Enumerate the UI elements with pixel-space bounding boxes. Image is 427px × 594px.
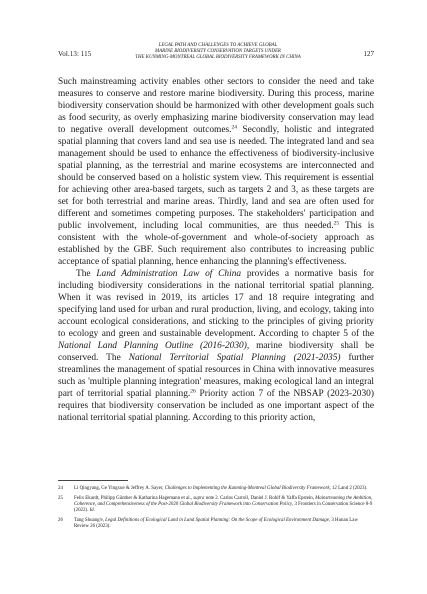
paragraph-text: Such mainstreaming activity enables other sectors to consider the need and take measures to conserve and restore marine biodiversity. During this process, marine biodiversity conservation should be harmonized with other development goals such as food security, as overly emphasizing marine biodiversity conservation may lead to negative overall development outcomes.	[58, 77, 374, 135]
running-header-title-line: LEGAL PATH AND CHALLENGES TO ACHIEVE GLOBAL	[158, 43, 278, 48]
footnote-ref: 24	[231, 124, 238, 131]
footnote-segment: Tang Shuang'e,	[74, 518, 106, 523]
footnote-segment: note 2. Carlos Carroll, Daniel J. Rohlf & Yaffa Epstein,	[204, 495, 316, 501]
paragraph-text: further streamlines the management of spatial resources in China with innovative measures such as 'multiple planning integration' measures, making ecological land an integral part of territorial spatial planning.	[58, 353, 374, 399]
law-title: Land Administration Law of China	[96, 269, 242, 279]
footnote-segment: , 3 Frontiers in Conservation Science 8-9 (2022).	[74, 502, 373, 514]
footnote-title: Legal Definitions of Ecological Land in Land Spatial Planning: On the Scope of Ecological Environment Damage	[105, 518, 329, 523]
body-text	[58, 76, 374, 424]
plan-title: National Land Planning Outline (2016-2030)	[58, 341, 247, 351]
footnote	[58, 486, 374, 492]
footnote-number: 24	[58, 486, 63, 491]
footnote-segment: Li Qingyang, Ge Yingxue & Jeffrey A. Sayer,	[74, 486, 165, 491]
footnote-segment: Felix Ekardt, Philipp Günther & Katharina Hagemann et al.,	[74, 495, 194, 501]
footnote-number: 26	[58, 518, 63, 523]
footnote-segment: .	[93, 508, 95, 514]
plan-title: National Territorial Spatial Planning (2021-2035)	[128, 353, 341, 363]
paragraph-text: Secondly, holistic and integrated spatial planning that covers land and sea use is needed. The integrated land and sea management should be used to enhance the effectiveness of biodiversity-inclusive spatial planning, as the terrestrial and marine ecosystems are interconnected and should be conserved based on a holistic system view. This requirement is essential for achieving other area-based targets, such as targets 2 and 3, as these targets are set for both terrestrial and marine areas. Thirdly, land and sea are often used for different and sometimes competing purposes. The stakeholders' participation and public involvement, including local communities, are thus needed.	[58, 125, 374, 231]
paragraph	[58, 76, 374, 268]
running-header-title-line: THE KUNMING-MONTREAL GLOBAL BIODIVERSITY FRAMEWORK IN CHINA	[135, 55, 301, 61]
footnote-title: Challenges to Implementing the Kunming-Montreal Global Biodiversity Framework	[164, 486, 330, 491]
paragraph-text: The	[76, 269, 97, 279]
footnote-ref: 25	[333, 220, 340, 227]
footnote-text	[74, 518, 374, 530]
footnote-italic: Id	[89, 508, 94, 514]
running-header-title	[118, 43, 318, 62]
footnote	[58, 518, 374, 530]
footnote-title: Mainstreaming the Ambition, Coherence, and Comprehensiveness of the Post-2020 Global Biodiversity Framework into Conservation Policy	[74, 495, 373, 507]
footnote-text	[74, 486, 374, 492]
footnote-segment: , 12 Land 2 (2023).	[329, 486, 368, 491]
running-header-title-line: MARINE BIODIVERSITY CONSERVATION TARGETS UNDER	[155, 49, 281, 55]
running-header-volume: Vol.13: 115	[58, 50, 92, 58]
footnote-segment: , 3 Hunan Law Review 26 (2023).	[74, 518, 358, 530]
footnote-text	[74, 496, 374, 515]
footnotes	[58, 486, 374, 534]
footnote-ref: 26	[190, 388, 196, 395]
footnote-italic: supra	[193, 495, 205, 501]
footnote-separator	[58, 480, 128, 481]
paragraph-text: , marine biodiversity shall be conserved. The	[58, 341, 374, 363]
page-number: 127	[363, 50, 374, 58]
paragraph-text: Priority action 7 of the NBSAP (2023-2030) requires that biodiversity conservation be included as one important aspect of the national territorial spatial planning. According to this priority action,	[58, 389, 374, 423]
paragraph	[58, 268, 374, 424]
footnote	[58, 496, 374, 515]
paragraph-text: This is consistent with the whole-of-government and whole-of-society approach as established by the GBF. Such requirement also contributes to increasing public acceptance of spatial planning, hence enhancing the planning's effectiveness.	[58, 221, 374, 267]
paragraph-text: provides a normative basis for including biodiversity considerations in the national territorial spatial planning. When it was revised in 2019, its articles 17 and 18 require integrating and specifying land used for urban and rural production, living, and ecology, taking into account ecological considerations, and sticking to the principles of giving priority to ecology and green and sustainable development. According to chapter 5 of the	[58, 269, 375, 339]
footnote-number: 25	[58, 495, 63, 501]
